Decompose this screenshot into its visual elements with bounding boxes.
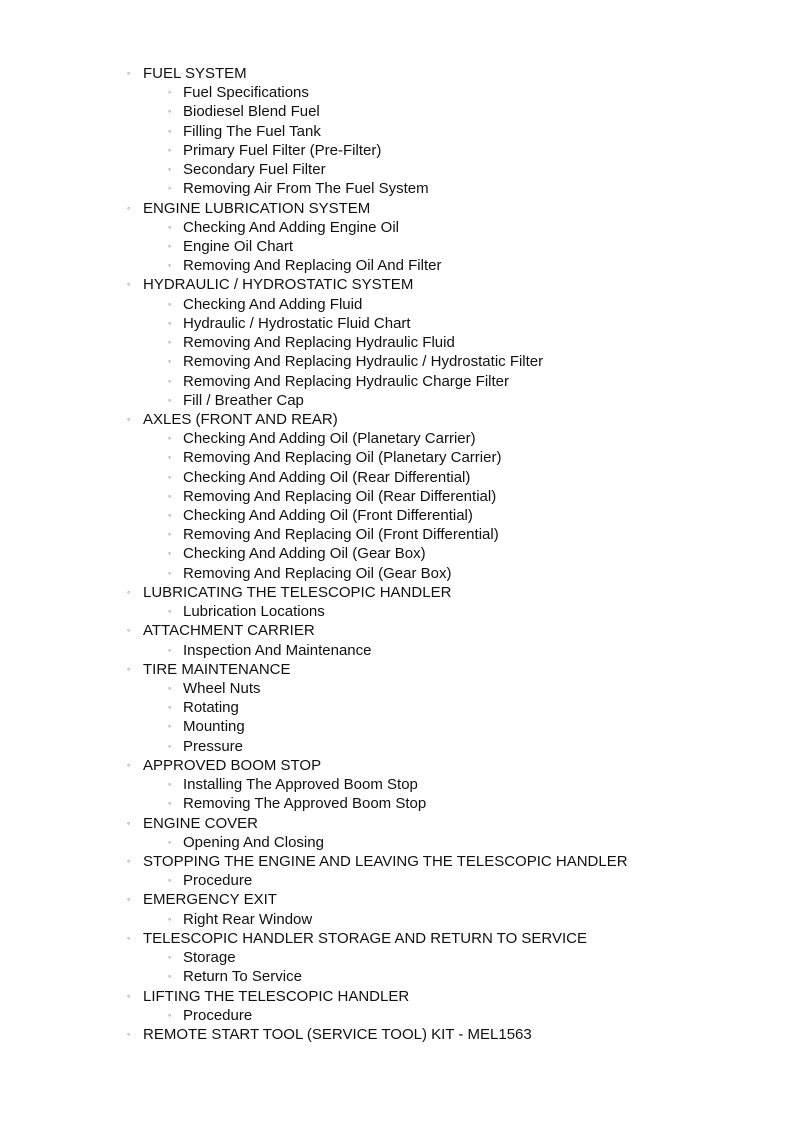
subsection-title: Biodiesel Blend Fuel: [183, 103, 320, 121]
section-title: ENGINE COVER: [143, 814, 259, 832]
subsection-item-storage[interactable]: [0, 948, 794, 967]
subsection-item-opening-and-closing[interactable]: [0, 833, 794, 852]
subsection-title: Removing And Replacing Oil (Rear Differential): [183, 487, 497, 505]
bullet-icon: ◦: [168, 836, 172, 847]
section-title: AXLES (FRONT AND REAR): [143, 410, 338, 428]
bullet-icon: ◦: [168, 702, 172, 713]
section-heading-telescopic-handler-storage-and-return-to-service[interactable]: [0, 929, 794, 948]
subsection-item-removing-and-replacing-oil-rear-differential[interactable]: [0, 487, 794, 506]
subsection-title: Checking And Adding Engine Oil: [183, 218, 399, 236]
bullet-icon: ◦: [168, 952, 172, 963]
section-title: STOPPING THE ENGINE AND LEAVING THE TELESCOPIC HANDLER: [143, 852, 628, 870]
subsection-item-procedure[interactable]: [0, 871, 794, 890]
bullet-icon: ◦: [127, 586, 131, 597]
subsection-title: Installing The Approved Boom Stop: [183, 776, 418, 794]
subsection-item-removing-the-approved-boom-stop[interactable]: [0, 794, 794, 813]
subsection-item-fuel-specifications[interactable]: [0, 83, 794, 102]
subsection-item-checking-and-adding-oil-gear-box[interactable]: [0, 544, 794, 563]
subsection-title: Lubrication Locations: [183, 603, 325, 621]
section-heading-axles-front-and-rear[interactable]: [0, 410, 794, 429]
bullet-icon: ◦: [127, 759, 131, 770]
bullet-icon: ◦: [168, 798, 172, 809]
section-heading-emergency-exit[interactable]: [0, 890, 794, 909]
section-title: LIFTING THE TELESCOPIC HANDLER: [143, 987, 410, 1005]
bullet-icon: ◦: [168, 683, 172, 693]
subsection-title: Primary Fuel Filter (Pre-Filter): [183, 141, 382, 159]
subsection-title: Removing And Replacing Oil (Front Differential): [183, 526, 499, 544]
subsection-item-wheel-nuts[interactable]: [0, 679, 794, 698]
bullet-icon: ◦: [127, 413, 131, 424]
subsection-title: Checking And Adding Fluid: [183, 295, 363, 313]
subsection-title: Procedure: [183, 872, 253, 890]
bullet-icon: ◦: [168, 125, 172, 136]
subsection-title: Opening And Closing: [183, 833, 324, 851]
section-title: TELESCOPIC HANDLER STORAGE AND RETURN TO SERVICE: [143, 929, 587, 947]
subsection-title: Removing And Replacing Hydraulic Fluid: [183, 334, 455, 352]
bullet-icon: ◦: [168, 606, 172, 617]
subsection-title: Hydraulic / Hydrostatic Fluid Chart: [183, 314, 411, 332]
bullet-icon: ◦: [127, 855, 131, 866]
bullet-icon: ◦: [168, 740, 172, 751]
subsection-item-hydraulic-hydrostatic-fluid-chart[interactable]: [0, 314, 794, 333]
subsection-item-right-rear-window[interactable]: [0, 910, 794, 929]
section-heading-hydraulic-hydrostatic-system[interactable]: [0, 275, 794, 294]
bullet-icon: ◦: [127, 663, 131, 674]
table-of-contents: [0, 64, 794, 1044]
subsection-title: Wheel Nuts: [183, 680, 261, 697]
bullet-icon: ◦: [168, 183, 172, 194]
bullet-icon: ◦: [168, 298, 172, 309]
subsection-title: Removing And Replacing Oil And Filter: [183, 257, 442, 275]
subsection-item-removing-and-replacing-hydraulic-fluid[interactable]: [0, 333, 794, 352]
bullet-icon: ◦: [168, 356, 172, 367]
bullet-icon: ◦: [127, 817, 131, 828]
bullet-icon: ◦: [168, 779, 172, 790]
subsection-title: Removing And Replacing Hydraulic Charge Filter: [183, 372, 509, 390]
subsection-item-biodiesel-blend-fuel[interactable]: [0, 102, 794, 121]
bullet-icon: ◦: [168, 164, 172, 175]
bullet-icon: ◦: [168, 567, 172, 578]
bullet-icon: ◦: [168, 260, 172, 271]
subsection-item-return-to-service[interactable]: [0, 967, 794, 986]
subsection-item-removing-air-from-the-fuel-system[interactable]: [0, 179, 794, 198]
subsection-title: Removing The Approved Boom Stop: [183, 795, 427, 813]
subsection-item-primary-fuel-filter-pre-filter[interactable]: [0, 141, 794, 160]
subsection-item-fill-breather-cap[interactable]: [0, 391, 794, 410]
section-heading-tire-maintenance[interactable]: [0, 660, 794, 679]
bullet-icon: ◦: [168, 221, 172, 232]
bullet-icon: ◦: [168, 913, 172, 924]
subsection-title: Fill / Breather Cap: [183, 391, 304, 409]
subsection-item-removing-and-replacing-hydraulic-charge-filter[interactable]: [0, 372, 794, 391]
bullet-icon: ◦: [168, 1009, 172, 1020]
subsection-title: Checking And Adding Oil (Planetary Carrier): [183, 430, 476, 448]
subsection-title: Filling The Fuel Tank: [183, 122, 321, 140]
section-title: REMOTE START TOOL (SERVICE TOOL) KIT - MEL1563: [143, 1025, 532, 1043]
bullet-icon: ◦: [127, 1028, 131, 1039]
subsection-title: Checking And Adding Oil (Gear Box): [183, 545, 426, 563]
section-title: ENGINE LUBRICATION SYSTEM: [143, 199, 371, 217]
bullet-icon: ◦: [168, 144, 172, 155]
subsection-item-checking-and-adding-engine-oil[interactable]: [0, 218, 794, 237]
section-heading-fuel-system[interactable]: [0, 64, 794, 83]
subsection-title: Storage: [183, 949, 236, 967]
subsection-title: Mounting: [183, 718, 245, 736]
subsection-title: Pressure: [183, 737, 244, 755]
bullet-icon: ◦: [168, 337, 172, 348]
section-title: HYDRAULIC / HYDROSTATIC SYSTEM: [143, 276, 414, 294]
bullet-icon: ◦: [168, 875, 172, 886]
subsection-item-checking-and-adding-oil-rear-differential[interactable]: [0, 468, 794, 487]
subsection-item-removing-and-replacing-oil-planetary-carrier[interactable]: [0, 448, 794, 467]
bullet-icon: ◦: [168, 240, 172, 251]
bullet-icon: ◦: [168, 471, 172, 482]
bullet-icon: ◦: [168, 510, 172, 521]
subsection-title: Fuel Specifications: [183, 84, 309, 102]
bullet-icon: ◦: [168, 375, 172, 386]
subsection-item-checking-and-adding-oil-planetary-carrier[interactable]: [0, 429, 794, 448]
bullet-icon: ◦: [168, 317, 172, 328]
subsection-item-lubrication-locations[interactable]: [0, 602, 794, 621]
bullet-icon: ◦: [168, 971, 172, 982]
section-heading-stopping-the-engine-and-leaving-the-telescopic-handler[interactable]: [0, 852, 794, 871]
subsection-item-removing-and-replacing-hydraulic-hydrostatic-filter[interactable]: [0, 352, 794, 371]
section-heading-approved-boom-stop[interactable]: [0, 756, 794, 775]
bullet-icon: ◦: [168, 644, 172, 655]
subsection-title: Return To Service: [183, 968, 302, 986]
subsection-item-inspection-and-maintenance[interactable]: [0, 641, 794, 660]
subsection-title: Removing And Replacing Oil (Gear Box): [183, 564, 452, 582]
subsection-title: Removing And Replacing Oil (Planetary Carrier): [183, 449, 502, 467]
subsection-item-secondary-fuel-filter[interactable]: [0, 160, 794, 179]
subsection-item-removing-and-replacing-oil-gear-box[interactable]: [0, 564, 794, 583]
subsection-item-mounting[interactable]: [0, 717, 794, 736]
bullet-icon: ◦: [127, 932, 131, 943]
subsection-item-rotating[interactable]: [0, 698, 794, 717]
section-heading-attachment-carrier[interactable]: [0, 621, 794, 640]
subsection-title: Procedure: [183, 1006, 253, 1024]
section-heading-engine-cover[interactable]: [0, 814, 794, 833]
section-title: ATTACHMENT CARRIER: [143, 622, 315, 640]
bullet-icon: ◦: [168, 106, 172, 117]
subsection-title: Removing Air From The Fuel System: [183, 180, 429, 198]
section-title: FUEL SYSTEM: [143, 65, 247, 82]
bullet-icon: ◦: [127, 894, 131, 905]
bullet-icon: ◦: [127, 279, 131, 290]
bullet-icon: ◦: [127, 990, 131, 1001]
subsection-title: Engine Oil Chart: [183, 237, 294, 255]
section-heading-lifting-the-telescopic-handler[interactable]: [0, 987, 794, 1006]
bullet-icon: ◦: [168, 548, 172, 559]
subsection-item-filling-the-fuel-tank[interactable]: [0, 122, 794, 141]
subsection-title: Removing And Replacing Hydraulic / Hydrostatic Filter: [183, 353, 544, 371]
subsection-item-checking-and-adding-oil-front-differential[interactable]: [0, 506, 794, 525]
bullet-icon: ◦: [127, 68, 131, 78]
section-title: TIRE MAINTENANCE: [143, 660, 291, 678]
bullet-icon: ◦: [168, 490, 172, 501]
subsection-item-removing-and-replacing-oil-front-differential[interactable]: [0, 525, 794, 544]
bullet-icon: ◦: [168, 452, 172, 463]
subsection-title: Checking And Adding Oil (Front Differential): [183, 507, 473, 525]
bullet-icon: ◦: [168, 394, 172, 405]
section-heading-engine-lubrication-system[interactable]: [0, 199, 794, 218]
subsection-item-removing-and-replacing-oil-and-filter[interactable]: [0, 256, 794, 275]
section-title: LUBRICATING THE TELESCOPIC HANDLER: [143, 583, 452, 601]
subsection-title: Secondary Fuel Filter: [183, 161, 326, 179]
section-heading-remote-start-tool-service-tool-kit-mel1563[interactable]: [0, 1025, 794, 1044]
bullet-icon: ◦: [168, 433, 172, 444]
subsection-title: Right Rear Window: [183, 910, 313, 928]
section-heading-lubricating-the-telescopic-handler[interactable]: [0, 583, 794, 602]
bullet-icon: ◦: [168, 721, 172, 732]
subsection-item-procedure[interactable]: [0, 1006, 794, 1025]
subsection-title: Checking And Adding Oil (Rear Differential): [183, 468, 471, 486]
bullet-icon: ◦: [168, 529, 172, 540]
subsection-item-engine-oil-chart[interactable]: [0, 237, 794, 256]
subsection-item-installing-the-approved-boom-stop[interactable]: [0, 775, 794, 794]
bullet-icon: ◦: [168, 87, 172, 98]
section-title: APPROVED BOOM STOP: [143, 756, 322, 774]
subsection-item-checking-and-adding-fluid[interactable]: [0, 295, 794, 314]
bullet-icon: ◦: [127, 202, 131, 213]
subsection-item-pressure[interactable]: [0, 737, 794, 756]
subsection-title: Rotating: [183, 699, 239, 717]
section-title: EMERGENCY EXIT: [143, 891, 277, 909]
bullet-icon: ◦: [127, 625, 131, 636]
subsection-title: Inspection And Maintenance: [183, 641, 372, 659]
